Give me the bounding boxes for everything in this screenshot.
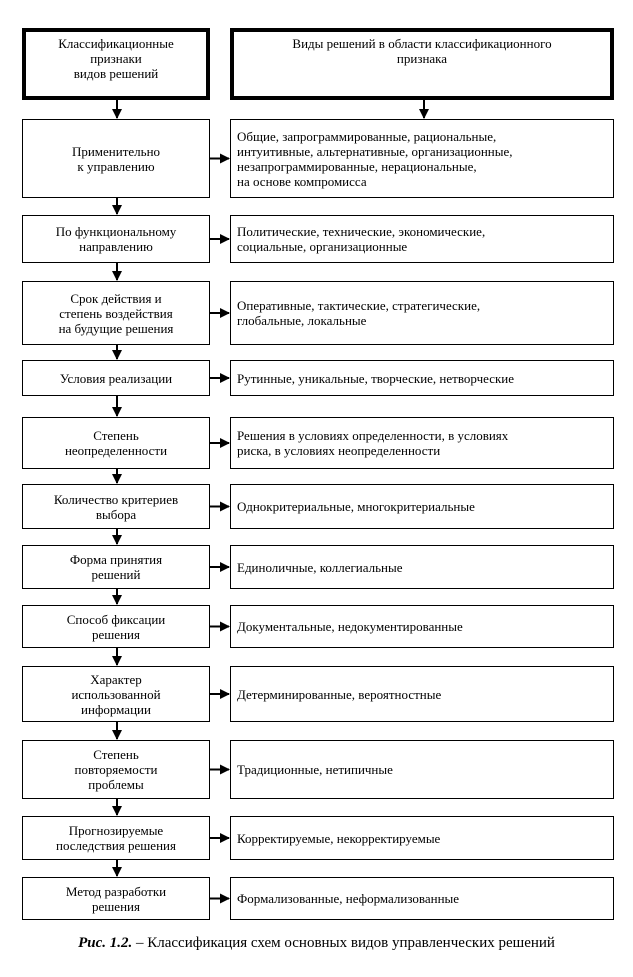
criterion-label: Срок действия и степень воздействия на будущие решения [58, 290, 174, 336]
decision-types-label: Решения в условиях определенности, в условиях риска, в условиях неопределенности [237, 428, 509, 458]
criterion-box [22, 484, 210, 529]
header-criteria-box [22, 28, 210, 100]
decision-types-box [230, 281, 614, 345]
decision-types-label: Формализованные, неформализованные [237, 891, 460, 906]
decision-types-label: Рутинные, уникальные, творческие, нетворческие [237, 370, 515, 386]
decision-types-box [230, 740, 614, 799]
criterion-box [22, 545, 210, 589]
decision-types-label: Традиционные, нетипичные [237, 762, 393, 777]
criterion-label: Количество критериев выбора [53, 491, 179, 522]
decision-types-box [230, 215, 614, 263]
decision-types-label: Однокритериальные, многокритериальные [237, 499, 475, 514]
decision-types-box [230, 545, 614, 589]
criterion-label: Степень неопределенности [64, 428, 168, 458]
criterion-label: Характер использованной информации [71, 671, 161, 717]
figure-caption [0, 934, 633, 952]
criterion-label: Применительно к управлению [71, 143, 161, 174]
criterion-box [22, 666, 210, 722]
figure-number: Рис. 1.2. [78, 935, 133, 951]
decision-types-box [230, 360, 614, 396]
decision-types-label: Общие, запрограммированные, рациональные, интуитивные, альтернативные, организационные, незапрограммированные, нерациональные, на основе компромисса [237, 128, 513, 189]
header-types-label: Виды решений в области классификационного признака [292, 36, 552, 66]
decision-types-label: Единоличные, коллегиальные [237, 559, 403, 575]
criterion-label: Форма принятия решений [69, 552, 163, 582]
decision-types-label: Оперативные, тактические, стратегические, глобальные, локальные [237, 298, 481, 328]
decision-types-box [230, 877, 614, 920]
decision-types-box [230, 666, 614, 722]
header-criteria-label: Классификационные признаки видов решений [58, 36, 174, 81]
criterion-box [22, 816, 210, 860]
decision-types-box [230, 484, 614, 529]
criterion-label: Условия реализации [59, 370, 173, 386]
criterion-label: Способ фиксации решения [66, 611, 166, 642]
decision-types-label: Детерминированные, вероятностные [237, 686, 442, 702]
decision-types-label: Документальные, недокументированные [237, 619, 463, 634]
decision-types-box [230, 816, 614, 860]
criterion-box [22, 215, 210, 263]
criterion-label: Прогнозируемые последствия решения [56, 823, 176, 853]
criterion-box [22, 281, 210, 345]
decision-types-box [230, 119, 614, 198]
decision-types-box [230, 605, 614, 648]
criterion-box [22, 877, 210, 920]
criterion-box [22, 119, 210, 198]
decision-types-label: Корректируемые, некорректируемые [237, 830, 441, 846]
criterion-label: Степень повторяемости проблемы [74, 747, 158, 792]
criterion-box [22, 360, 210, 396]
criterion-label: Метод разработки решения [65, 883, 167, 914]
criterion-box [22, 605, 210, 648]
criterion-box [22, 740, 210, 799]
criterion-label: По функциональному направлению [55, 224, 177, 254]
decision-types-box [230, 417, 614, 469]
header-types-box [230, 28, 614, 100]
figure-caption-text: – Классификация схем основных видов управленческих решений [132, 935, 555, 951]
decision-types-label: Политические, технические, экономические, социальные, организационные [237, 224, 486, 254]
criterion-box [22, 417, 210, 469]
